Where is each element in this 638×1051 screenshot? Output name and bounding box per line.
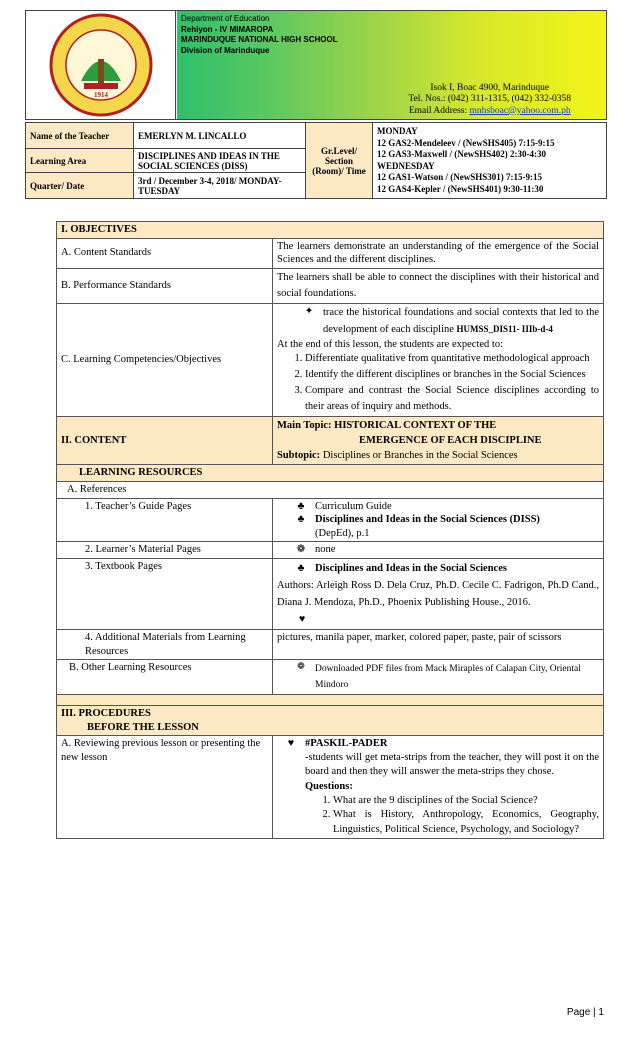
club-bullet-icon: ♣	[297, 562, 305, 574]
competency-intro: At the end of this lesson, the students are expected to:	[277, 338, 503, 350]
performance-standards-text: The learners shall be able to connect the disciplines with their historical and social foundations.	[273, 268, 604, 303]
references-label: A. References	[57, 481, 604, 498]
teacher-name: EMERLYN M. LINCALLO	[134, 123, 306, 149]
questions-list	[285, 794, 599, 838]
competencies-label: C. Learning Competencies/Objectives	[57, 303, 273, 417]
club-bullet-icon: ♣	[297, 514, 305, 526]
textbook-title: Disciplines and Ideas in the Social Sciences	[315, 562, 507, 574]
header-banner	[25, 10, 607, 120]
arrow-bullet-icon: ✦	[304, 305, 314, 317]
region: Rehiyon - IV MIMAROPA	[181, 24, 274, 34]
teachers-guide-label: 1. Teacher’s Guide Pages	[57, 498, 273, 542]
email-label: Email Address:	[408, 105, 470, 116]
main-topic-cont: EMERGENCE OF EACH DISCIPLINE	[359, 435, 542, 447]
content-topics	[273, 417, 604, 465]
competency-bullet	[277, 305, 599, 338]
competencies-cell	[273, 303, 604, 417]
email-link[interactable]: mnhsboac@yahoo.com.ph	[469, 105, 571, 116]
reviewing-label: A. Reviewing previous lesson or presenting the new lesson	[57, 736, 273, 839]
content-standards-label: A. Content Standards	[57, 238, 273, 268]
learners-material-label: 2. Learner’s Material Pages	[57, 542, 273, 559]
flower-bullet-icon: ❁	[297, 662, 305, 673]
quarter-label: Quarter/ Date	[26, 173, 134, 199]
school-name: MARINDUQUE NATIONAL HIGH SCHOOL	[181, 35, 338, 44]
learning-area-label: Learning Area	[26, 149, 134, 173]
lesson-plan-table	[56, 221, 604, 839]
school-address	[408, 83, 571, 117]
competency-text: trace the historical foundations and social contexts that led to the development of each discipline	[323, 306, 599, 335]
textbook-cell	[273, 558, 604, 629]
question-item: 2. What is History, Anthropology, Economics, Geography, Linguistics, Political Science, Psychology, and Sociology?	[333, 808, 599, 837]
performance-standards-label: B. Performance Standards	[57, 268, 273, 303]
schedule-line: 12 GAS4-Kepler / (NewSHS401) 9:30-11:30	[377, 183, 544, 194]
schedule-line: 12 GAS1-Watson / (NewSHS301) 7:15-9:15	[377, 172, 543, 182]
telephone-line: Tel. Nos.: (042) 311-1315, (042) 332-0358	[408, 94, 571, 105]
learning-area: DISCIPLINES AND IDEAS IN THE SOCIAL SCIENCES (DISS)	[134, 149, 306, 173]
activity-description: -students will get meta-strips from the teacher, they will post it on the board and then they will answer the meta-strips they chose.	[305, 751, 599, 778]
procedures-heading: III. PROCEDURES	[61, 708, 151, 720]
tg-extra: (DepEd), p.1	[315, 527, 370, 539]
reviewing-cell	[273, 736, 604, 839]
logo-container	[26, 11, 176, 119]
division: Division of Marinduque	[181, 45, 270, 55]
objective-item: 3. Compare and contrast the Social Science disciplines according to their areas of inquiry and methods.	[305, 383, 599, 415]
main-topic: Main Topic: HISTORICAL CONTEXT OF THE	[277, 420, 497, 432]
schedule-line: 12 GAS3-Maxwell / (NewSHS402) 2:30-4:30	[377, 149, 546, 159]
other-resources-text: Downloaded PDF files from Mack Miraples of Calapan City, Oriental Mindoro	[315, 664, 581, 691]
grade-section-label: Gr.Level/ Section (Room)/ Time	[306, 123, 373, 199]
tg-item: Curriculum Guide	[315, 500, 392, 512]
learners-material-text: none	[315, 544, 336, 556]
other-resources-label: B. Other Learning Resources	[57, 660, 273, 695]
competency-code: HUMSS_DIS11- IIIb-d-4	[456, 323, 553, 334]
teacher-info-table	[25, 122, 607, 199]
content-heading: II. CONTENT	[57, 417, 273, 465]
teacher-label: Name of the Teacher	[26, 123, 134, 149]
address-line: Isok I, Boac 4900, Marinduque	[430, 83, 550, 93]
flower-bullet-icon: ❁	[296, 544, 306, 556]
additional-materials-text: pictures, manila paper, marker, colored paper, paste, pair of scissors	[273, 629, 604, 659]
learning-resources-heading: LEARNING RESOURCES	[57, 465, 604, 482]
department: Department of Education	[181, 14, 270, 23]
tg-item: Disciplines and Ideas in the Social Sciences (DISS)	[315, 514, 540, 526]
teachers-guide-cell	[273, 498, 604, 542]
schedule-line: MONDAY	[377, 126, 418, 136]
header-gradient	[177, 11, 606, 119]
school-seal-logo	[26, 11, 176, 119]
logo-year: 1914	[94, 91, 108, 99]
questions-label: Questions:	[305, 780, 353, 792]
objective-item: 2. Identify the different disciplines or branches in the Social Sciences	[305, 367, 599, 383]
quarter-date: 3rd / December 3-4, 2018/ MONDAY-TUESDAY	[134, 173, 306, 199]
spacer-row	[57, 695, 604, 706]
heart-bullet-icon: ♥	[287, 738, 295, 750]
textbook-label: 3. Textbook Pages	[57, 558, 273, 629]
content-standards-text: The learners demonstrate an understanding of the emergence of the Social Sciences and the different disciplines.	[273, 238, 604, 268]
procedures-cell	[57, 706, 604, 736]
objective-item: 1. Differentiate qualitative from quantitative methodological approach	[305, 351, 599, 367]
activity-title: #PASKIL-PADER	[305, 738, 388, 750]
subtopic-label: Subtopic:	[277, 450, 321, 462]
question-item: 1. What are the 9 disciplines of the Social Science?	[333, 794, 599, 809]
subtopic-text: Disciplines or Branches in the Social Sciences	[320, 450, 518, 462]
before-lesson-heading: BEFORE THE LESSON	[87, 721, 199, 733]
additional-materials-label: 4. Additional Materials from Learning Resources	[57, 629, 273, 659]
school-header-text	[181, 14, 338, 56]
textbook-authors: Authors: Arleigh Ross D. Dela Cruz, Ph.D. Cecile C. Fadrigon, Ph.D Cand., Diana J. Mendoza, Ph.D., Phoenix Publishing House., 2016.	[277, 579, 599, 608]
heart-bullet-icon: ♥	[299, 613, 306, 625]
objectives-heading: I. OBJECTIVES	[57, 222, 604, 239]
page-number: Page | 1	[566, 1007, 604, 1018]
schedule-cell	[373, 123, 607, 199]
schedule-line: WEDNESDAY	[377, 160, 435, 171]
schedule-line: 12 GAS2-Mendeleev / (NewSHS405) 7:15-9:15	[377, 137, 555, 148]
club-bullet-icon: ♣	[297, 500, 305, 512]
objectives-list	[277, 351, 599, 415]
